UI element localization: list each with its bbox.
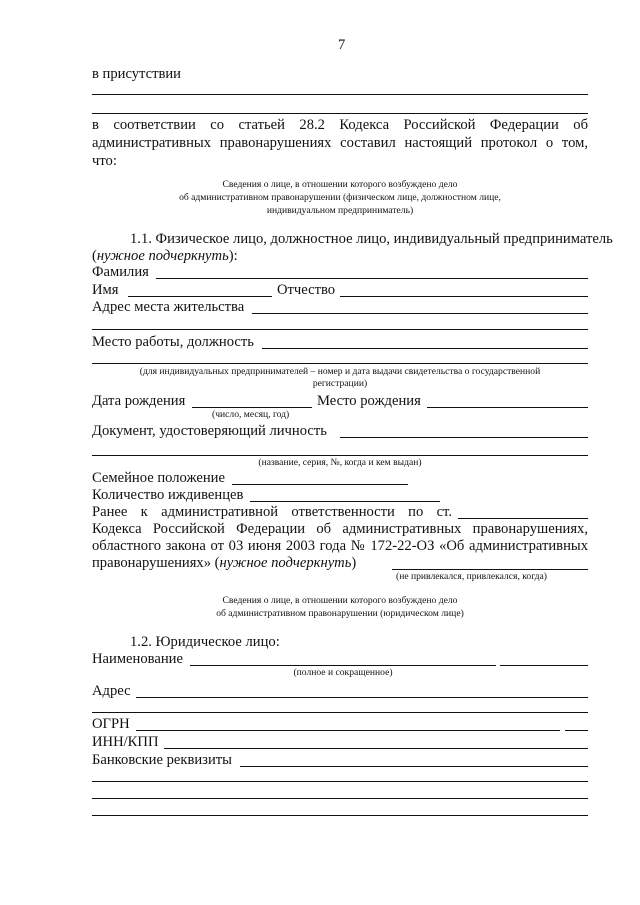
org-name-label: Наименование	[92, 651, 183, 667]
section1-note-open: (	[92, 248, 97, 264]
ogrn-field-2[interactable]	[565, 730, 588, 731]
presence-label: в присутствии	[92, 66, 181, 82]
patronymic-field[interactable]	[340, 296, 588, 297]
statute-line-2: административных правонарушениях составил настоящий протокол о том,	[92, 135, 588, 151]
dependents-label: Количество иждивенцев	[92, 487, 244, 503]
page-number: 7	[338, 37, 346, 53]
prior-line-4	[92, 555, 356, 571]
birth-date-field[interactable]	[192, 407, 312, 408]
prior-article-field[interactable]	[458, 518, 588, 519]
bank-field-2[interactable]	[92, 781, 588, 782]
workplace-label: Место работы, должность	[92, 334, 254, 350]
inn-kpp-label: ИНН/КПП	[92, 734, 159, 750]
bank-label: Банковские реквизиты	[92, 752, 232, 768]
prior-line-3: областного закона от 03 июня 2003 года № 172-22-ОЗ «Об административных	[92, 538, 588, 554]
org-address-label: Адрес	[92, 683, 131, 699]
section1-note	[92, 248, 238, 264]
address-field-2[interactable]	[92, 329, 588, 330]
name-label: Имя	[92, 282, 119, 298]
org-name-hint: (полное и сокращенное)	[293, 667, 393, 678]
workplace-field-2[interactable]	[92, 363, 588, 364]
bank-field-4[interactable]	[92, 815, 588, 816]
workplace-field[interactable]	[262, 348, 588, 349]
surname-label: Фамилия	[92, 264, 149, 280]
prior-line-4-italic: нужное подчеркнуть	[219, 555, 352, 571]
patronymic-label: Отчество	[277, 282, 336, 298]
bank-field-3[interactable]	[92, 798, 588, 799]
section1-caption-2: об административном правонарушении (физическом лице, должностном лице,	[179, 192, 501, 203]
section1-caption-1: Сведения о лице, в отношении которого возбуждено дело	[222, 179, 458, 190]
dependents-field[interactable]	[250, 501, 440, 502]
presence-line-1[interactable]	[92, 94, 588, 95]
section2-caption-2: об административном правонарушении (юридическом лице)	[216, 608, 464, 619]
marital-field[interactable]	[232, 484, 408, 485]
prior-line-2: Кодекса Российской Федерации об административных правонарушениях,	[92, 521, 588, 537]
birth-date-label: Дата рождения	[92, 393, 186, 409]
birth-place-field[interactable]	[427, 407, 588, 408]
bank-field[interactable]	[240, 766, 588, 767]
org-name-field-2[interactable]	[500, 665, 588, 666]
inn-kpp-field[interactable]	[164, 748, 588, 749]
marital-label: Семейное положение	[92, 470, 225, 486]
org-address-field[interactable]	[136, 697, 588, 698]
birth-date-hint: (число, месяц, год)	[212, 409, 290, 420]
id-document-hint: (название, серия, №, когда и кем выдан)	[258, 457, 422, 468]
section1-note-close: ):	[228, 248, 238, 264]
section2-caption-1: Сведения о лице, в отношении которого возбуждено дело	[222, 595, 458, 606]
section2-heading: 1.2. Юридическое лицо:	[130, 634, 280, 650]
statute-line-3: что:	[92, 153, 117, 169]
id-document-field-2[interactable]	[92, 455, 588, 456]
section1-note-italic: нужное подчеркнуть	[96, 248, 229, 264]
prior-liability-field[interactable]	[392, 569, 588, 570]
statute-line-1: в соответствии со статьей 28.2 Кодекса Российской Федерации об	[92, 117, 588, 133]
section1-heading: 1.1. Физическое лицо, должностное лицо, индивидуальный предприниматель	[130, 231, 613, 247]
name-field[interactable]	[128, 296, 272, 297]
address-field[interactable]	[252, 313, 588, 314]
prior-line-4-a: правонарушениях» (	[92, 555, 220, 571]
entrepreneur-hint-2: регистрации)	[312, 378, 368, 389]
prior-line-4-c: )	[351, 555, 357, 571]
address-label: Адрес места жительства	[92, 299, 245, 315]
id-document-field[interactable]	[340, 437, 588, 438]
prior-liability-hint: (не привлекался, привлекался, когда)	[396, 571, 548, 582]
birth-place-label: Место рождения	[317, 393, 421, 409]
section1-caption-3: индивидуальном предприниматель)	[266, 205, 414, 216]
ogrn-field[interactable]	[136, 730, 560, 731]
ogrn-label: ОГРН	[92, 716, 130, 732]
org-name-field[interactable]	[190, 665, 496, 666]
presence-line-2[interactable]	[92, 113, 588, 114]
surname-field[interactable]	[156, 278, 588, 279]
prior-line-1: Ранее к административной ответственности по ст.	[92, 504, 452, 520]
entrepreneur-hint-1: (для индивидуальных предпринимателей – номер и дата выдачи свидетельства о государственной	[139, 366, 541, 377]
id-document-label: Документ, удостоверяющий личность	[92, 423, 327, 439]
org-address-field-2[interactable]	[92, 712, 588, 713]
